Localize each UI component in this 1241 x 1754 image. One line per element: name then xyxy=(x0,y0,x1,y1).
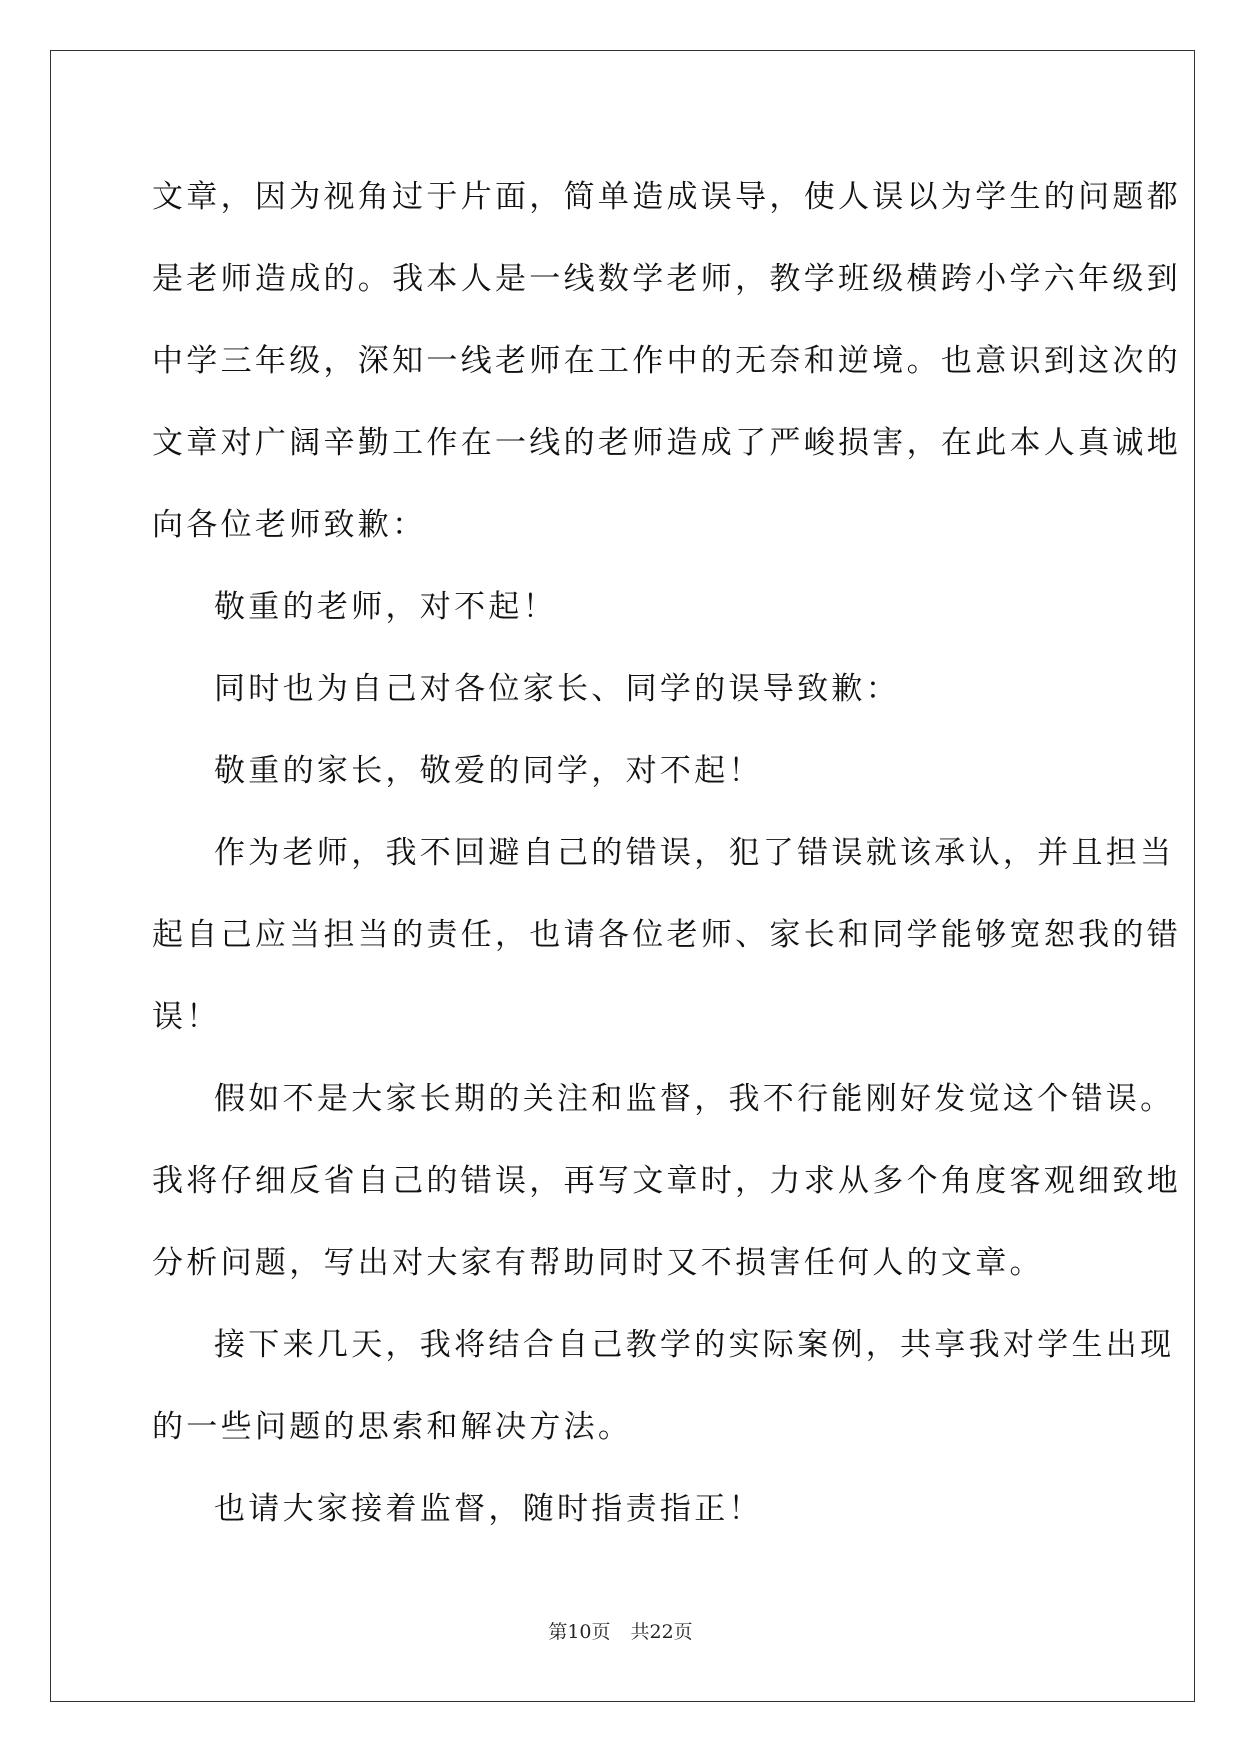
text-line-13: 我将仔细反省自己的错误，再写文章时，力求从多个角度客观细致地 xyxy=(152,1163,1181,1199)
text-line-4: 文章对广阔辛勤工作在一线的老师造成了严峻损害，在此本人真诚地 xyxy=(152,425,1181,461)
text-line-2: 是老师造成的。我本人是一线数学老师，教学班级横跨小学六年级到 xyxy=(152,261,1181,297)
text-line-16: 的一些问题的思索和解决方法。 xyxy=(152,1409,633,1445)
text-line-5: 向各位老师致歉： xyxy=(152,507,427,543)
text-line-8: 敬重的家长，敬爱的同学，对不起！ xyxy=(214,753,763,789)
text-line-3: 中学三年级，深知一线老师在工作中的无奈和逆境。也意识到这次的 xyxy=(152,343,1181,379)
text-line-15: 接下来几天，我将结合自己教学的实际案例，共享我对学生出现 xyxy=(214,1327,1175,1363)
total-pages: 共22页 xyxy=(630,1621,693,1643)
text-line-14: 分析问题，写出对大家有帮助同时又不损害任何人的文章。 xyxy=(152,1245,1044,1281)
text-line-12: 假如不是大家长期的关注和监督，我不行能刚好发觉这个错误。 xyxy=(214,1081,1175,1117)
text-line-11: 误！ xyxy=(152,999,221,1035)
document-body xyxy=(152,156,1181,1550)
text-line-7: 同时也为自己对各位家长、同学的误导致歉： xyxy=(214,671,900,707)
text-line-17: 也请大家接着监督，随时指责指正！ xyxy=(214,1491,763,1527)
text-line-6: 敬重的老师，对不起！ xyxy=(214,589,557,625)
page-footer xyxy=(0,1617,1241,1644)
text-line-9: 作为老师，我不回避自己的错误，犯了错误就该承认，并且担当 xyxy=(214,835,1175,871)
page-number: 第10页 xyxy=(548,1621,611,1643)
text-line-10: 起自己应当担当的责任，也请各位老师、家长和同学能够宽恕我的错 xyxy=(152,917,1181,953)
text-line-1: 文章，因为视角过于片面，简单造成误导，使人误以为学生的问题都 xyxy=(152,179,1181,215)
